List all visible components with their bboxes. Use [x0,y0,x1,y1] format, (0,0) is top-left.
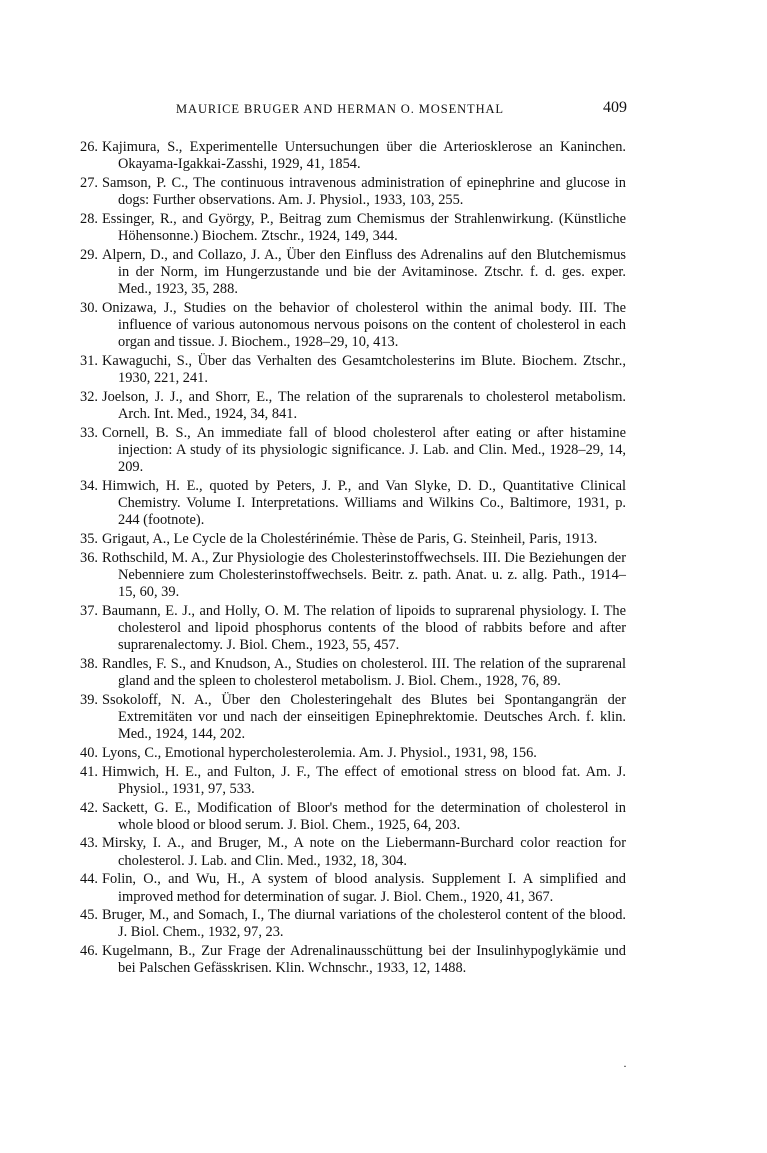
reference-number: 46. [80,943,98,960]
reference-item [80,389,626,423]
reference-item [80,943,626,977]
reference-number: 26. [80,139,98,155]
reference-number: 37. [80,602,98,619]
reference-item [80,531,626,548]
reference-number: 43. [80,835,98,852]
reference-number: 39. [80,691,98,708]
reference-text: Himwich, H. E., and Fulton, J. F., The effect of emotional stress on blood fat. Am. J. Physiol., 1931, 97, 533. [102,763,626,797]
reference-number: 28. [80,210,98,227]
reference-number: 31. [80,352,98,369]
page-header [80,99,627,121]
reference-number: 33. [80,424,98,441]
reference-number: 41. [80,763,98,780]
reference-number: 38. [80,655,98,672]
reference-item [80,871,626,905]
reference-text: Kawaguchi, S., Über das Verhalten des Gesamtcholesterins im Blute. Biochem. Ztschr., 1930, 221, 241. [102,352,626,387]
reference-item [80,745,626,762]
reference-number: 30. [80,299,98,316]
running-head: MAURICE BRUGER AND HERMAN O. MOSENTHAL [176,102,504,116]
reference-text: Essinger, R., and György, P., Beitrag zum Chemismus der Strahlenwirkung. (Künstliche Höhensonne.) Biochem. Ztschr., 1924, 149, 344. [102,210,626,245]
reference-number: 35. [80,530,98,547]
reference-item [80,425,626,477]
reference-item [80,800,626,834]
reference-list [80,139,626,979]
reference-text: Joelson, J. J., and Shorr, E., The relation of the suprarenals to cholesterol metabolism. Arch. Int. Med., 1924, 34, 841. [102,388,626,423]
reference-text: Himwich, H. E., quoted by Peters, J. P., and Van Slyke, D. D., Quantitative Clinical Chemistry. Volume I. Interpretations. Williams and Wilkins Co., Baltimore, 1931, p. 244 (footnote). [102,477,626,529]
reference-number: 32. [80,388,98,405]
reference-item [80,139,626,173]
reference-number: 45. [80,907,98,924]
stray-mark: · [623,1059,627,1073]
reference-text: Rothschild, M. A., Zur Physiologie des Cholesterinstoffwechsels. III. Die Beziehungen der Nebenniere zum Cholesterinstoffwechsels. Beitr. z. path. Anat. u. z. allg. Path., 1914–15, 60, 39. [102,549,626,601]
reference-text: Randles, F. S., and Knudson, A., Studies on cholesterol. III. The relation of the suprarenal gland and the spleen to cholesterol metabolism. J. Biol. Chem., 1928, 76, 89. [102,655,626,690]
reference-text: Alpern, D., and Collazo, J. A., Über den Einfluss des Adrenalins auf den Blutchemismus in der Norm, im Hungerzustande und bie der Avitaminose. Ztschr. f. d. ges. exper. Med., 1923, 35, 288. [102,246,626,298]
reference-text: Onizawa, J., Studies on the behavior of cholesterol within the animal body. III. The influence of various autonomous nervous poisons on the content of cholesterol in each organ and tissue. J. Biochem., 1928–29, 10, 413. [102,299,626,351]
reference-item [80,656,626,690]
reference-number: 42. [80,799,98,816]
reference-text: Ssokoloff, N. A., Über den Cholesteringehalt des Blutes bei Spontangangrän der Extremitäten vor und nach der einseitigen Epinephrektomie. Deutsches Arch. f. klin. Med., 1924, 144, 202. [102,691,626,743]
reference-item [80,353,626,387]
reference-item [80,175,626,209]
reference-text: Sackett, G. E., Modification of Bloor's method for the determination of cholesterol in whole blood or blood serum. J. Biol. Chem., 1925, 64, 203. [102,799,626,833]
reference-item [80,247,626,299]
reference-item [80,835,626,869]
reference-number: 40. [80,744,98,761]
reference-text: Folin, O., and Wu, H., A system of blood analysis. Supplement I. A simplified and improved method for determination of sugar. J. Biol. Chem., 1920, 41, 367. [102,871,626,905]
reference-text: Bruger, M., and Somach, I., The diurnal variations of the cholesterol content of the blood. J. Biol. Chem., 1932, 97, 23. [102,907,626,941]
reference-item [80,692,626,744]
reference-text: Cornell, B. S., An immediate fall of blood cholesterol after eating or after histamine injection: A study of its physiologic significance. J. Lab. and Clin. Med., 1928–29, 14, 209. [102,424,626,476]
reference-number: 27. [80,174,98,191]
reference-number: 29. [80,246,98,263]
reference-number: 34. [80,477,98,494]
reference-text: Kugelmann, B., Zur Frage der Adrenalinausschüttung bei der Insulinhypoglykämie und bei Palschen Gefässkrisen. Klin. Wchnschr., 1933, 12, 1488. [102,943,626,977]
reference-text: Baumann, E. J., and Holly, O. M. The relation of lipoids to suprarenal physiology. I. The cholesterol and lipoid phosphorus contents of the blood of rabbits before and after suprarenalectomy. J. Biol. Chem., 1923, 55, 457. [102,602,626,654]
reference-item [80,603,626,655]
reference-item [80,478,626,530]
reference-text: Kajimura, S., Experimentelle Untersuchungen über die Arteriosklerose an Kaninchen. Okayama-Igakkai-Zasshi, 1929, 41, 1854. [102,139,626,173]
reference-text: Grigaut, A., Le Cycle de la Cholestérinémie. Thèse de Paris, G. Steinheil, Paris, 1913. [102,530,598,547]
reference-number: 36. [80,549,98,566]
reference-item [80,907,626,941]
reference-item [80,211,626,245]
reference-text: Mirsky, I. A., and Bruger, M., A note on the Liebermann-Burchard color reaction for cholesterol. J. Lab. and Clin. Med., 1932, 18, 304. [102,835,626,869]
reference-text: Samson, P. C., The continuous intravenous administration of epinephrine and glucose in dogs: Further observations. Am. J. Physiol., 1933, 103, 255. [102,174,626,209]
reference-item [80,300,626,352]
reference-item [80,764,626,798]
reference-text: Lyons, C., Emotional hypercholesterolemia. Am. J. Physiol., 1931, 98, 156. [102,744,537,761]
reference-item [80,550,626,602]
reference-number: 44. [80,871,98,888]
page-number: 409 [603,99,627,116]
